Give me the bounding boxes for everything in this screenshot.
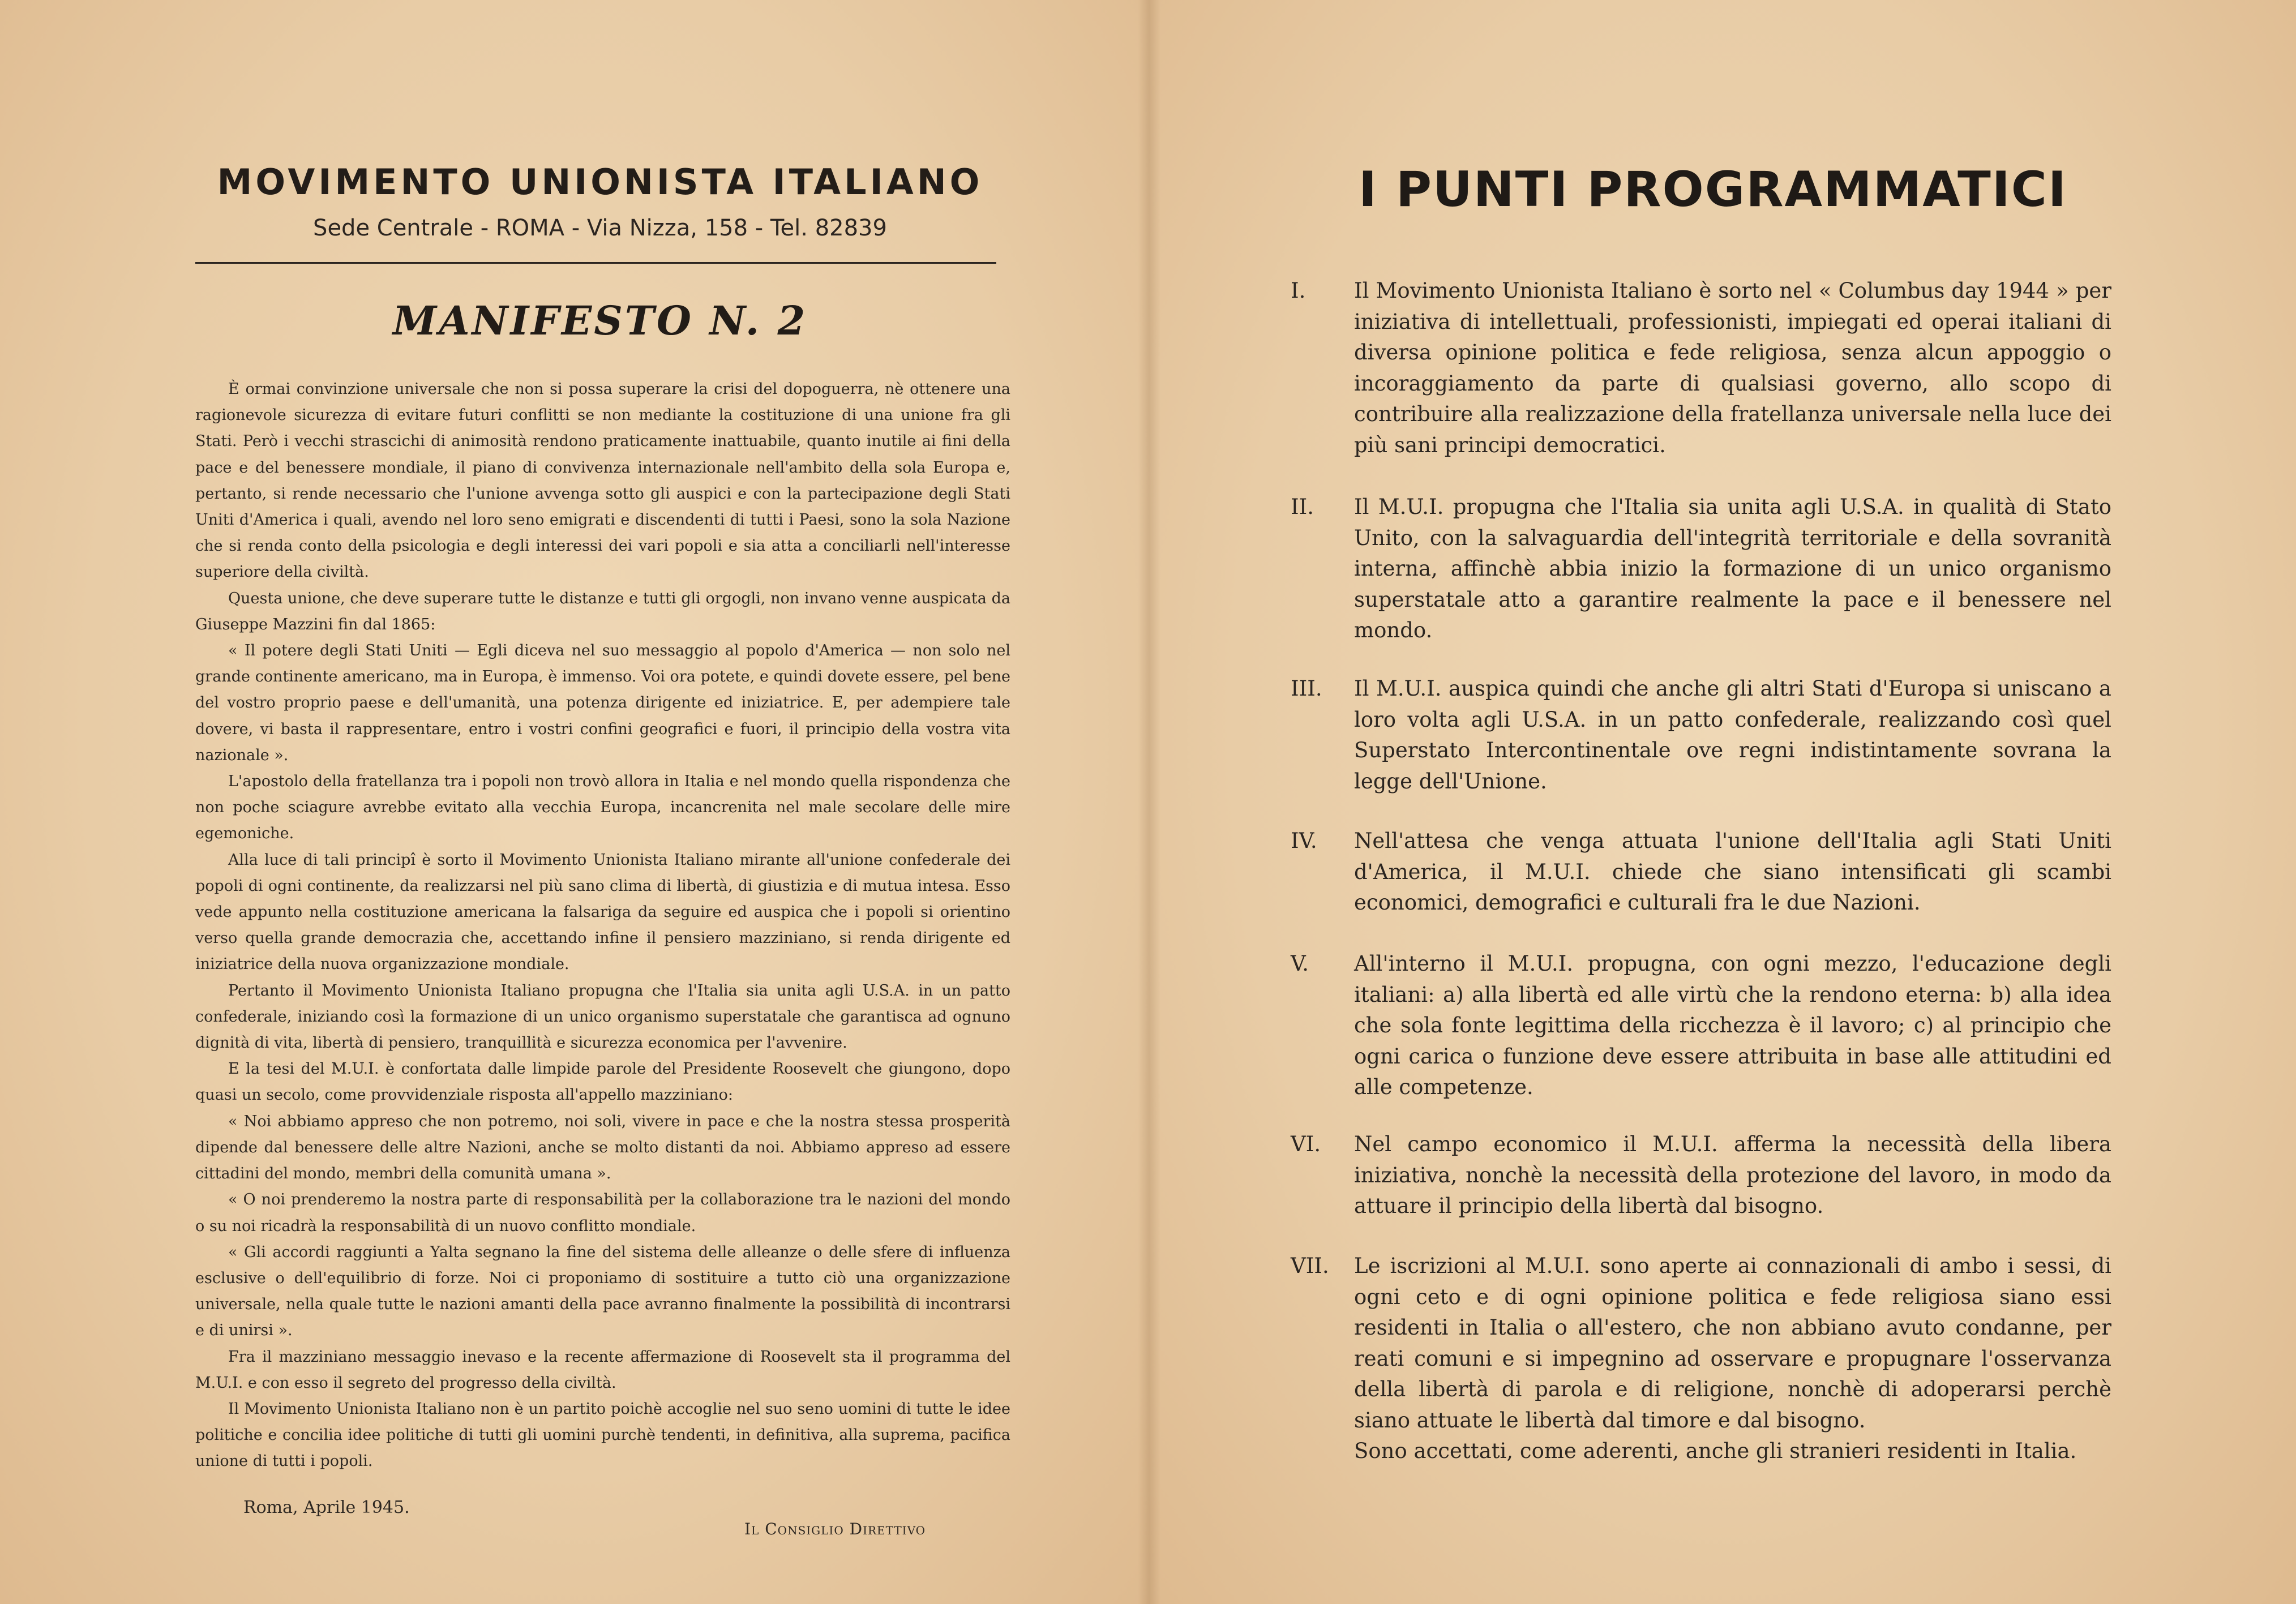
mazzini-quote: « Il potere degli Stati Uniti — Egli diceva nel suo messaggio al popolo d'America — non solo nel grande continente americano, ma in Europa, è immenso. Voi ora potete, e quindi dovete essere, pel bene del vostro proprio paese e dell'umanità, una potenza dirigente ed iniziatrice. E, per adempiere tale dovere, vi basta il rappresentare, entro i vostri confini geografici e fuori, il principio della vostra vita nazionale ». [195, 642, 1010, 764]
program-point [1291, 826, 2111, 919]
paragraph: Pertanto il Movimento Unionista Italiano propugna che l'Italia sia unita agli U.S.A. in un patto confederale, iniziando così la formazione di un unico organismo superstatale che garantisca ad ognuno dignità di vita, libertà di pensiero, tranquillità e sicurezza economica per l'avvenire. [195, 981, 1010, 1052]
program-point [1291, 276, 2111, 461]
roosevelt-quote: « Noi abbiamo appreso che non potremo, noi soli, vivere in pace e che la nostra stessa prosperità dipende dal benessere delle altre Nazioni, anche se molto distanti da noi. Abbiamo appreso ad essere cittadini del mondo, membri della comunità umana ». [195, 1112, 1010, 1183]
paragraph: Alla luce di tali principî è sorto il Movimento Unionista Italiano mirante all'unione confederale dei popoli di ogni continente, da realizzarsi nel più sano clima di libertà, di giustizia e di mutua intesa. Esso vede appunto nella costituzione americana la falsariga da seguire ed auspica che i popoli si orientino verso quella grande democrazia che, accettando infine il pensiero mazziniano, si renda dirigente ed iniziatrice della nuova organizzazione mondiale. [195, 851, 1010, 973]
manifesto-body [195, 376, 1010, 1475]
organization-title: MOVIMENTO UNIONISTA ITALIANO [217, 161, 983, 203]
program-point [1291, 492, 2111, 646]
point-text: Le iscrizioni al M.U.I. sono aperte ai connazionali di ambo i sessi, di ogni ceto e di ogni opinione politica e fede religiosa siano essi residenti in Italia o all'estero, che non abbiano avuto condanne, per reati comuni e si impegnino ad osservare e propugnare l'osservanza della libertà di parola e di religione, nonchè di adoperarsi perchè siano attuate le libertà dal timore e dal bisogno. [1354, 1254, 2111, 1433]
paragraph: Questa unione, che deve superare tutte le distanze e tutti gli orgogli, non invano venne auspicata da Giuseppe Mazzini fin dal 1865: [195, 589, 1010, 633]
point-text: Il Movimento Unionista Italiano è sorto nel « Columbus day 1944 » per iniziativa di intellettuali, professionisti, impiegati ed operai italiani di diversa opinione politica e fede religiosa, senza alcun appoggio o incoraggiamento da parte di qualsiasi governo, allo scopo di contribuire alla realizzazione della fratellanza universale nella luce dei più sani principi democratici. [1354, 278, 2111, 457]
point-number: I. [1291, 278, 1306, 303]
point-number: IV. [1291, 829, 1317, 853]
point-text: All'interno il M.U.I. propugna, con ogni mezzo, l'educazione degli italiani: a) alla libertà ed alle virtù che la rendono eterna: b) alla idea che sola fonte legittima della ricchezza è il lavoro; c) al principio che ogni carica o funzione deve essere attribuita in base alle attitudini ed alle competenze. [1354, 951, 2111, 1099]
paragraph: È ormai convinzione universale che non si possa superare la crisi del dopoguerra, nè ottenere una ragionevole sicurezza di evitare futuri conflitti se non mediante la costituzione di una unione fra gli Stati. Però i vecchi strascichi di animosità rendono praticamente inattuabile, quanto inutile ai fini della pace e del benessere mondiale, il piano di convivenza internazionale nell'ambito della sola Europa e, pertanto, si rende necessario che l'unione avvenga sotto gli auspici e con la partecipazione degli Stati Uniti d'America i quali, avendo nel loro seno emigrati e discendenti di tutti i Paesi, sono la sola Nazione che si renda conto della psicologia e degli interessi dei vari popoli e sia atta a conciliarli nell'interesse superiore della civiltà. [195, 380, 1010, 581]
signature: Il Consiglio Direttivo [744, 1520, 926, 1538]
point-text: Il M.U.I. propugna che l'Italia sia unita agli U.S.A. in qualità di Stato Unito, con la salvaguardia dell'integrità territoriale e della sovranità interna, affinchè abbia inizio la formazione di un unico organismo superstatale atto a garantire realmente la pace e il benessere nel mondo. [1354, 495, 2111, 642]
organization-address: Sede Centrale - ROMA - Via Nizza, 158 - Tel. 82839 [313, 215, 887, 241]
roosevelt-quote: « O noi prenderemo la nostra parte di responsabilità per la collaborazione tra le nazioni del mondo o su noi ricadrà la responsabilità di un nuovo conflitto mondiale. [195, 1191, 1010, 1235]
points-title: I PUNTI PROGRAMMATICI [1359, 161, 2067, 218]
point-number: V. [1291, 951, 1309, 976]
point-note: Sono accettati, come aderenti, anche gli stranieri residenti in Italia. [1354, 1439, 2077, 1463]
paragraph: E la tesi del M.U.I. è confortata dalle limpide parole del Presidente Roosevelt che giungono, dopo quasi un secolo, come provvidenziale risposta all'appello mazziniano: [195, 1060, 1010, 1104]
manifesto-title: MANIFESTO N. 2 [392, 297, 808, 344]
point-number: VI. [1291, 1132, 1321, 1156]
paragraph: L'apostolo della fratellanza tra i popoli non trovò allora in Italia e nel mondo quella rispondenza che non poche sciagure avrebbe evitato alla vecchia Europa, incancrenita nel male secolare delle mire egemoniche. [195, 773, 1010, 843]
program-point [1291, 1251, 2111, 1467]
paragraph: Il Movimento Unionista Italiano non è un partito poichè accoglie nel suo seno uomini di tutte le idee politiche e concilia idee politiche di tutti gli uomini purchè tendenti, in definitiva, alla suprema, pacifica unione di tutti i popoli. [195, 1400, 1010, 1470]
point-text: Nel campo economico il M.U.I. afferma la necessità della libera iniziativa, nonchè la necessità della protezione del lavoro, in modo da attuare il principio della libertà dal bisogno. [1354, 1132, 2111, 1218]
program-point [1291, 949, 2111, 1103]
point-number: III. [1291, 676, 1322, 701]
point-number: VII. [1291, 1254, 1329, 1278]
program-point [1291, 1129, 2111, 1222]
point-text: Nell'attesa che venga attuata l'unione dell'Italia agli Stati Uniti d'America, il M.U.I. chiede che siano intensificati gli scambi economici, demografici e culturali fra le due Nazioni. [1354, 829, 2111, 915]
paragraph: Fra il mazziniano messaggio inevaso e la recente affermazione di Roosevelt sta il programma del M.U.I. e con esso il segreto del progresso della civiltà. [195, 1348, 1010, 1392]
place-date: Roma, Aprile 1945. [243, 1498, 410, 1517]
page-gutter [1138, 0, 1160, 1604]
program-point [1291, 674, 2111, 797]
header-divider [195, 262, 996, 264]
point-text: Il M.U.I. auspica quindi che anche gli altri Stati d'Europa si uniscano a loro volta agli U.S.A. in un patto confederale, realizzando così quel Superstato Intercontinentale ove regni indistintamente sovrana la legge dell'Unione. [1354, 676, 2111, 794]
point-number: II. [1291, 495, 1314, 519]
roosevelt-quote: « Gli accordi raggiunti a Yalta segnano la fine del sistema delle alleanze o delle sfere di influenza esclusive o dell'equilibrio di forze. Noi ci proponiamo di sostituire a tutto ciò una organizzazione universale, nella quale tutte le nazioni amanti della pace avranno finalmente la possibilità di incontrarsi e di unirsi ». [195, 1243, 1010, 1340]
